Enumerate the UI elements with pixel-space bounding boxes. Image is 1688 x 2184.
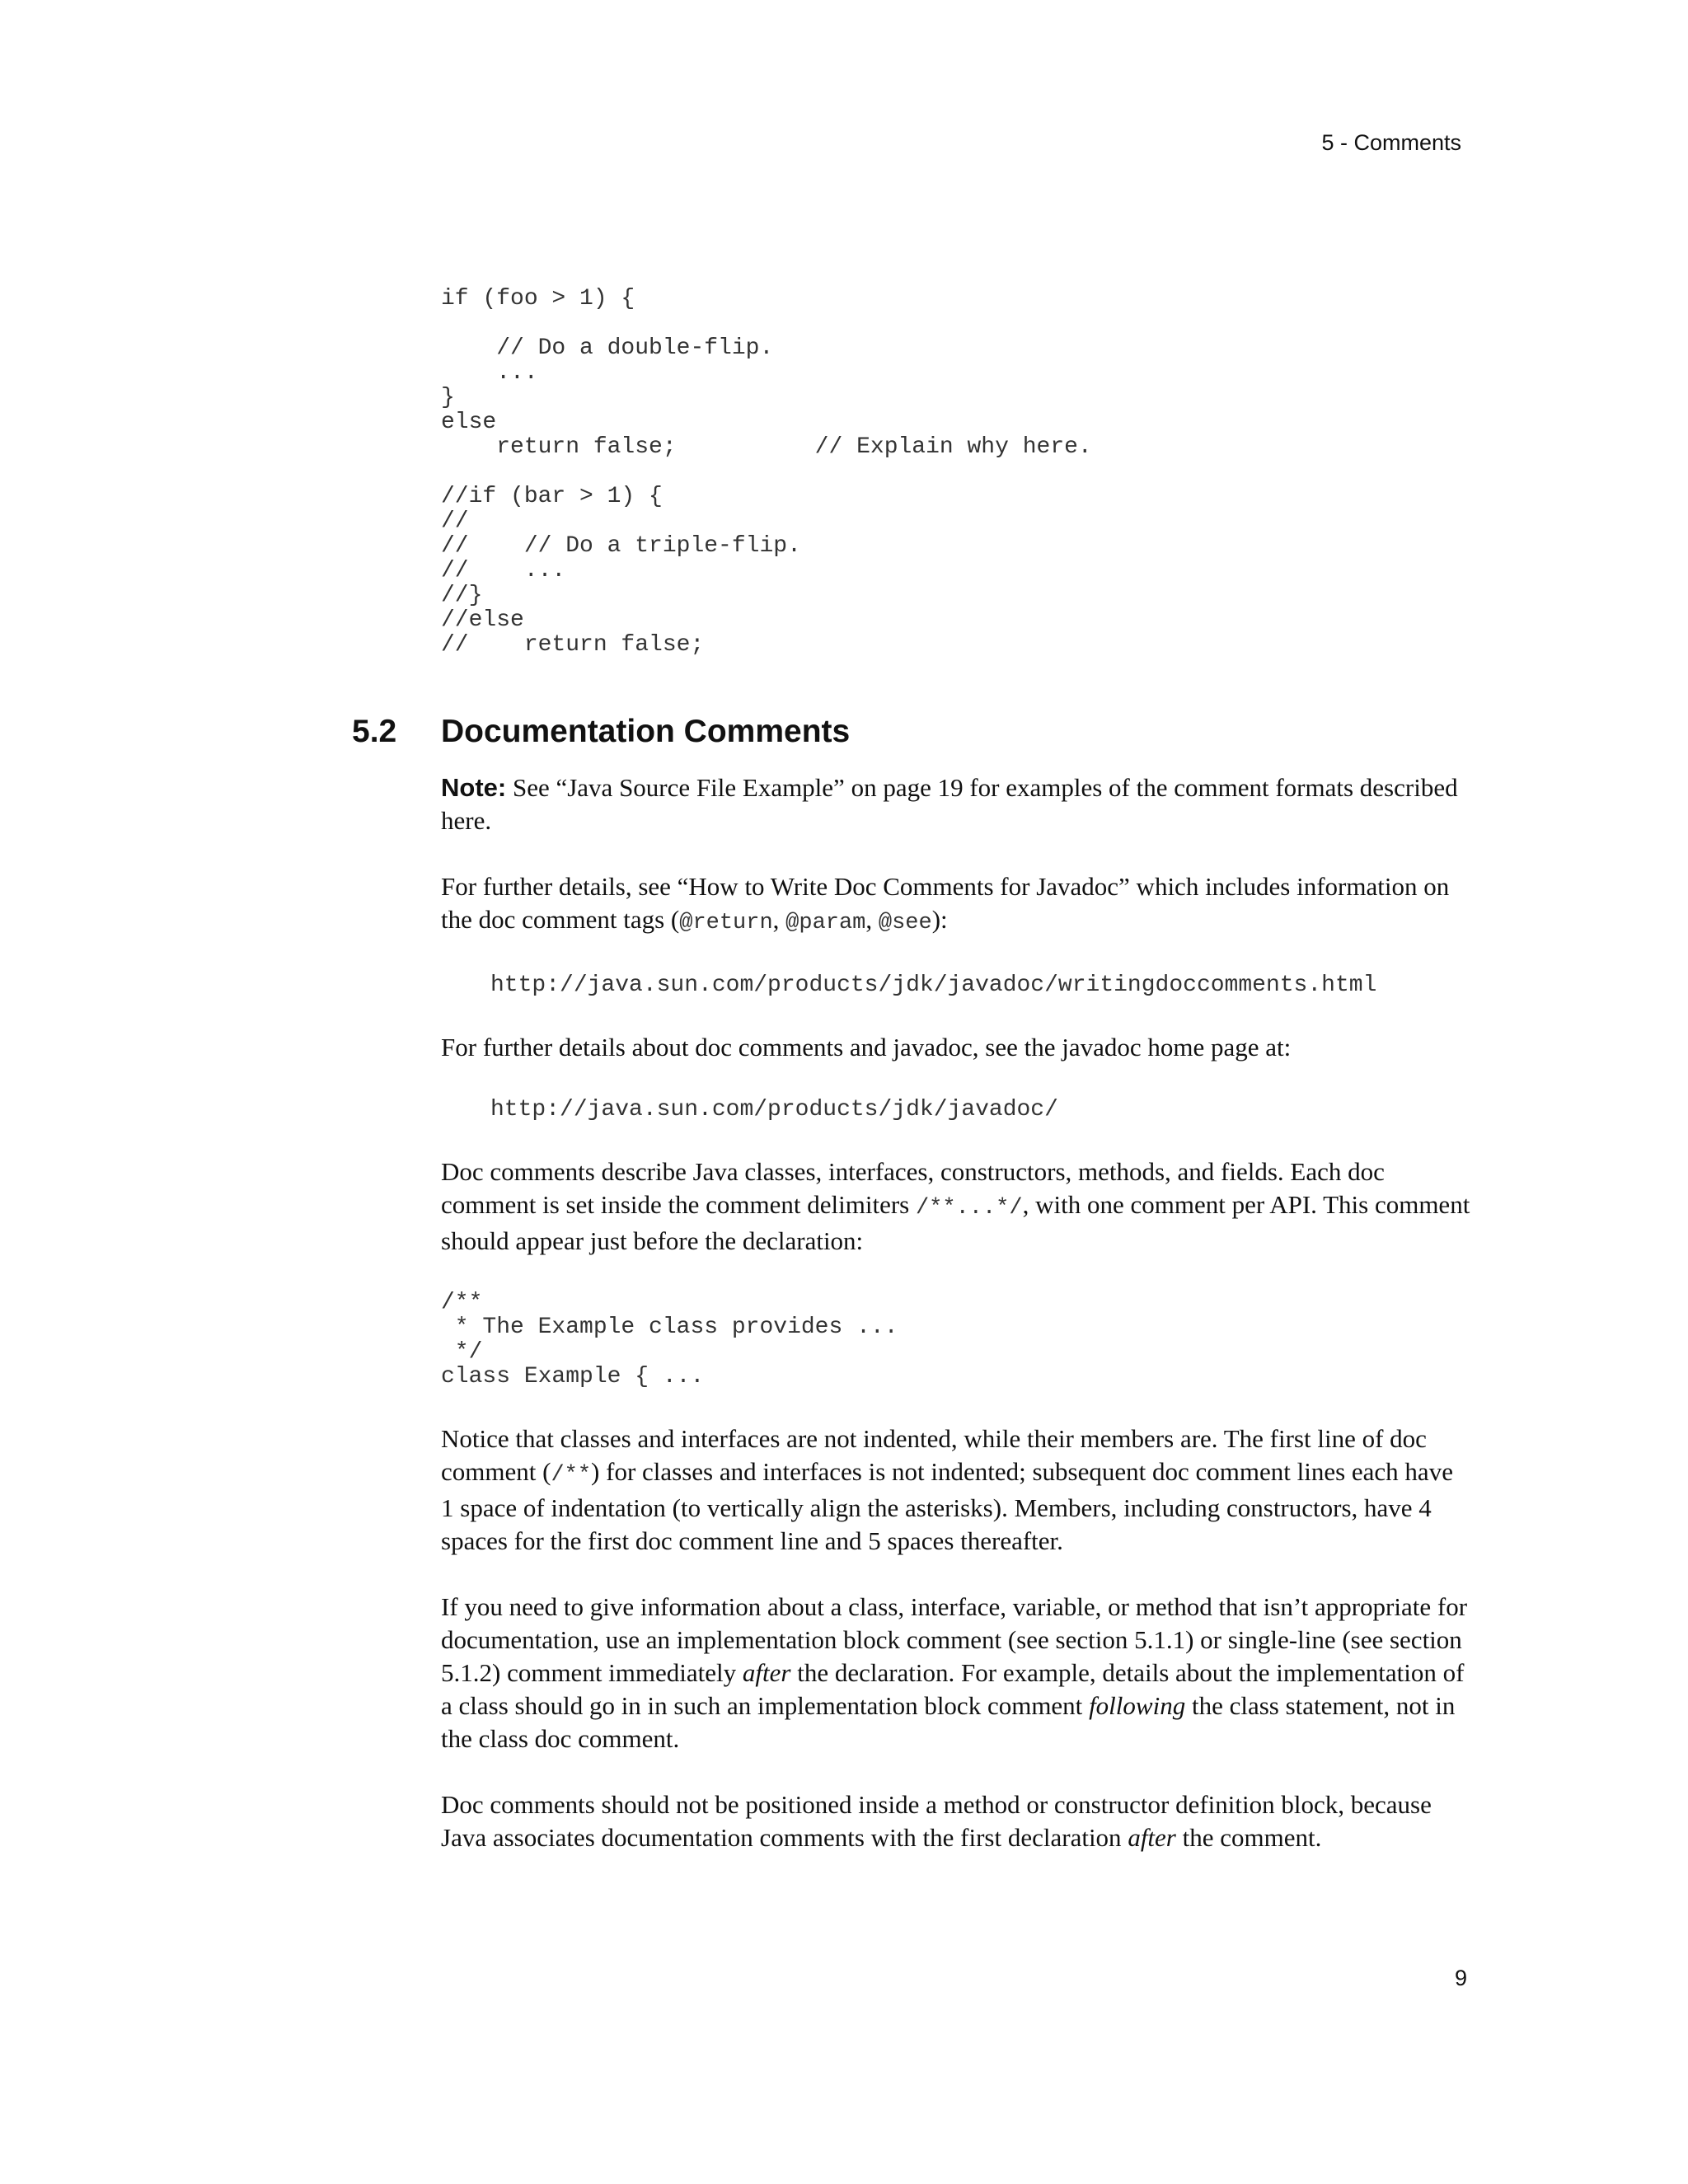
note-text: See “Java Source File Example” on page 19 for examples of the comment formats described here. — [441, 773, 1458, 835]
describe-text-end: , with one comment per API. This comment should appear just before the declaration: — [441, 1190, 1470, 1255]
tag-see: @see — [878, 911, 932, 935]
notice-text-end: ) for classes and interfaces is not indented; subsequent doc comment lines each have 1 space of indentation (to vertically align the asterisks). Members, including constructors, have 4 spaces for the first doc comment line and 5 spaces thereafter. — [441, 1457, 1453, 1555]
url-writingdoccomments: http://java.sun.com/products/jdk/javadoc/writingdoccomments.html — [490, 972, 1377, 998]
page-number: 9 — [1454, 1966, 1467, 1990]
page-content — [352, 286, 1471, 1887]
javadoc-home-paragraph: For further details about doc comments and javadoc, see the javadoc home page at: — [441, 1033, 1292, 1062]
tag-param: @param — [785, 911, 866, 935]
code-block-if-else: if (foo > 1) { // Do a double-flip. ... } else return false; // Explain why here. //if (bar > 1) { // // // Do a triple-flip. // ... //} //else // return false; — [441, 286, 1092, 658]
emphasis-after: after — [742, 1658, 791, 1687]
emphasis-following: following — [1089, 1691, 1186, 1720]
comment-delimiters: /**...*/ — [915, 1196, 1023, 1221]
further-text-end: ): — [931, 905, 948, 934]
info-text-middle: the declaration. For example, details about the implementation of a class should go in in such an implementation block comment — [441, 1658, 1465, 1720]
notice-text: Notice that classes and interfaces are not indented, while their members are. The first line of doc comment ( — [441, 1424, 1427, 1486]
url-javadoc-home: http://java.sun.com/products/jdk/javadoc/ — [490, 1097, 1058, 1122]
section-heading — [352, 714, 1471, 750]
tag-return: @return — [679, 911, 773, 935]
separator: , — [865, 905, 879, 934]
code-block-example-class: /** * The Example class provides ... */ class Example { ... — [441, 1290, 898, 1390]
info-text: If you need to give information about a class, interface, variable, or method that isn’t appropriate for documentation, use an implementation block comment (see section 5.1.1) or single-line (see section 5.1.2) comment immediately — [441, 1592, 1468, 1687]
further-text: For further details, see “How to Write Doc Comments for Javadoc” which includes information on the doc comment tags ( — [441, 872, 1450, 934]
positioning-paragraph — [441, 1788, 1471, 1854]
doc-comment-start: /** — [551, 1463, 592, 1488]
running-header: 5 - Comments — [1321, 130, 1461, 155]
info-text-end: the class statement, not in the class doc comment. — [441, 1691, 1456, 1753]
indentation-paragraph — [441, 1422, 1471, 1558]
implementation-comment-paragraph — [441, 1591, 1471, 1755]
section-number: 5.2 — [352, 714, 397, 749]
doc-comments-describe-paragraph — [441, 1155, 1471, 1258]
separator: , — [772, 905, 786, 934]
emphasis-after: after — [1128, 1823, 1176, 1852]
note-label: Note: — [441, 773, 507, 802]
note-paragraph — [441, 771, 1471, 837]
further-details-paragraph — [441, 870, 1471, 940]
section-title: Documentation Comments — [441, 714, 851, 749]
describe-text: Doc comments describe Java classes, interfaces, constructors, methods, and fields. Each doc comment is set inside the comment delimiters — [441, 1157, 1385, 1219]
position-text: Doc comments should not be positioned inside a method or constructor definition block, because Java associates documentation comments with the first declaration — [441, 1790, 1432, 1852]
position-text-end: the comment. — [1175, 1823, 1322, 1852]
